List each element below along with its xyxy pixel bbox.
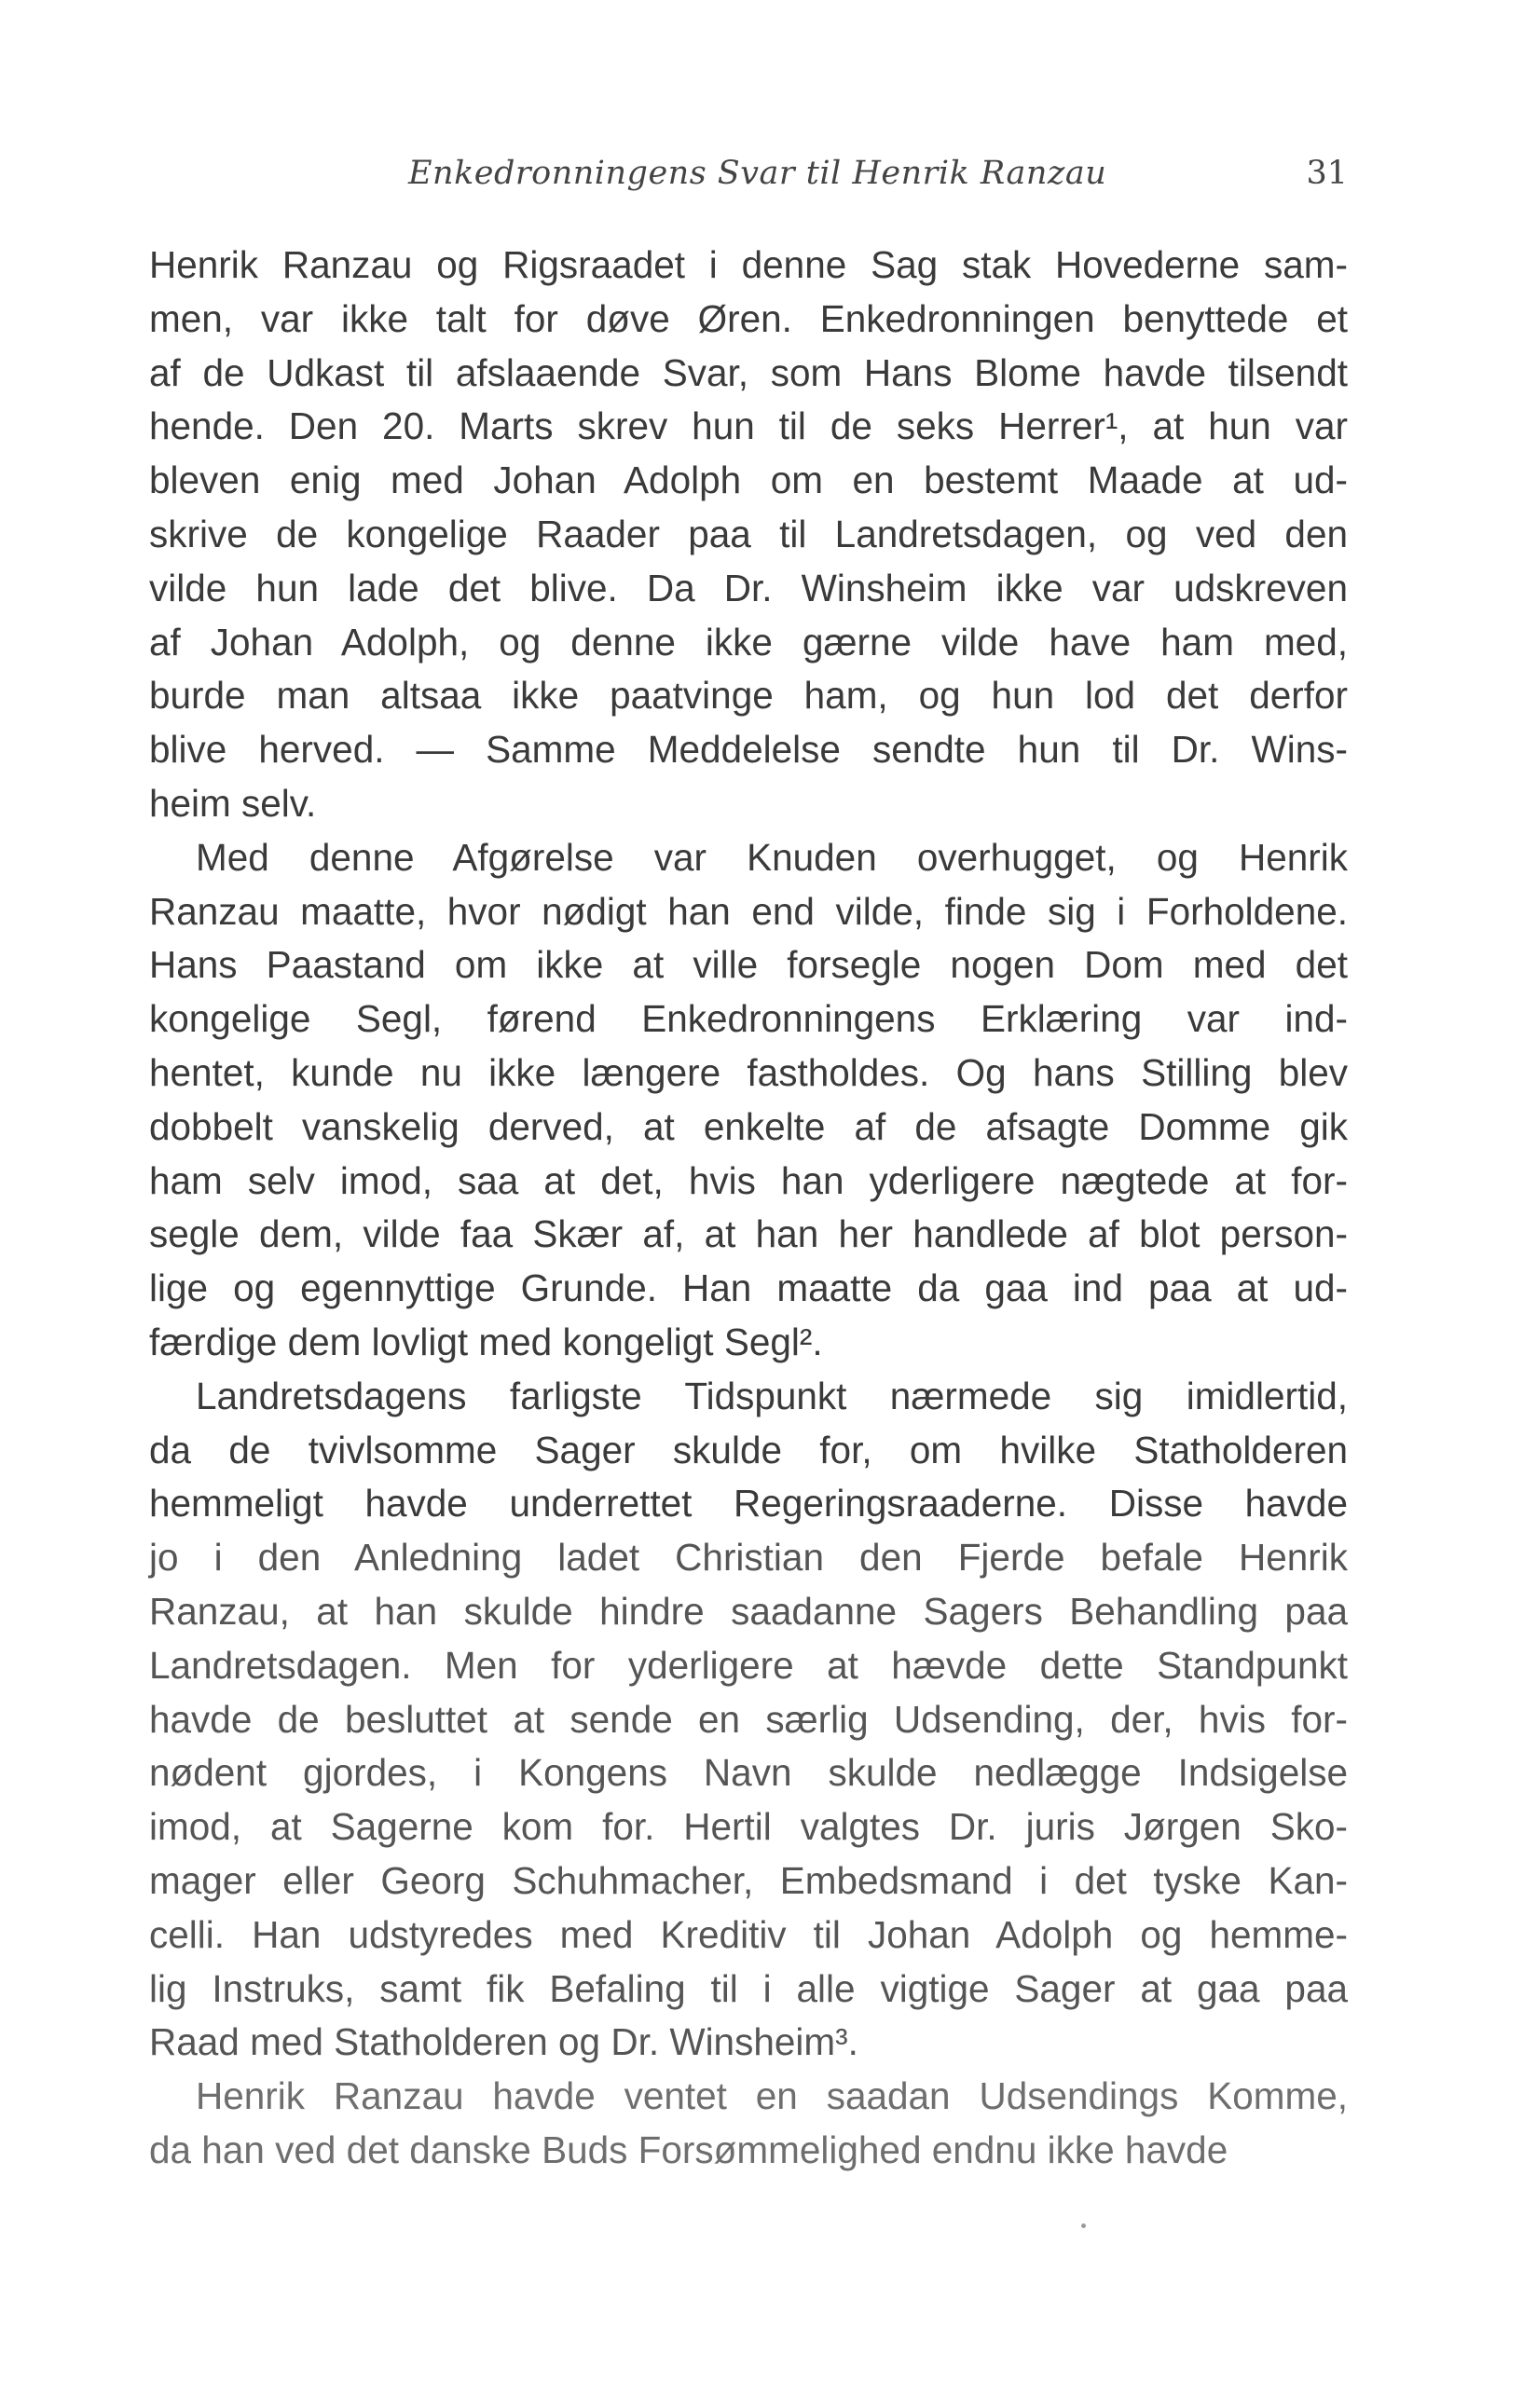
- text-line: Ranzau maatte, hvor nødigt han end vilde, finde sig i Forholdene.: [149, 889, 1348, 933]
- text-line: celli. Han udstyredes med Kreditiv til Johan Adolph og hemme-: [149, 1912, 1348, 1956]
- text-line: Henrik Ranzau havde ventet en saadan Udsendings Komme,: [196, 2074, 1348, 2118]
- text-line: af Johan Adolph, og denne ikke gærne vilde have ham med,: [149, 620, 1348, 664]
- text-line: men, var ikke talt for døve Øren. Enkedronningen benyttede et: [149, 296, 1348, 340]
- text-line: Hans Paastand om ikke at ville forsegle nogen Dom med det: [149, 943, 1348, 987]
- text-line: lig Instruks, samt fik Befaling til i alle vigtige Sager at gaa paa: [149, 1966, 1348, 2010]
- running-title: Enkedronningens Svar til Henrik Ranzau: [408, 155, 1107, 192]
- text-line: da han ved det danske Buds Forsømmelighed endnu ikke havde: [149, 2128, 1228, 2171]
- text-line: af de Udkast til afslaaende Svar, som Hans Blome havde tilsendt: [149, 350, 1348, 394]
- text-line: lige og egennyttige Grunde. Han maatte da gaa ind paa at ud-: [149, 1266, 1348, 1310]
- text-line: Henrik Ranzau og Rigsraadet i denne Sag stak Hovederne sam-: [149, 243, 1348, 286]
- text-line: havde de besluttet at sende en særlig Udsending, der, hvis for-: [149, 1697, 1348, 1741]
- text-line: burde man altsaa ikke paatvinge ham, og hun lod det derfor: [149, 674, 1348, 718]
- text-line: ham selv imod, saa at det, hvis han yderligere nægtede at for-: [149, 1158, 1348, 1202]
- print-speck: [1081, 2223, 1086, 2228]
- text-line: Landretsdagens farligste Tidspunkt nærmede sig imidlertid,: [196, 1374, 1348, 1417]
- text-line: mager eller Georg Schuhmacher, Embedsmand i det tyske Kan-: [149, 1858, 1348, 1902]
- text-line: Med denne Afgørelse var Knuden overhugget, og Henrik: [196, 835, 1348, 879]
- text-line: hende. Den 20. Marts skrev hun til de seks Herrer¹, at hun var: [149, 404, 1348, 448]
- text-line: jo i den Anledning ladet Christian den Fjerde befale Henrik: [149, 1536, 1348, 1580]
- text-line: Ranzau, at han skulde hindre saadanne Sagers Behandling paa: [149, 1589, 1348, 1633]
- text-line: færdige dem lovligt med kongeligt Segl².: [149, 1320, 823, 1363]
- text-line: Landretsdagen. Men for yderligere at hævde dette Standpunkt: [149, 1643, 1348, 1687]
- text-line: imod, at Sagerne kom for. Hertil valgtes Dr. juris Jørgen Sko-: [149, 1805, 1348, 1849]
- text-line: dobbelt vanskelig derved, at enkelte af de afsagte Domme gik: [149, 1104, 1348, 1148]
- body-text: [149, 239, 1348, 2178]
- text-line: blive herved. — Samme Meddelelse sendte hun til Dr. Wins-: [149, 728, 1348, 772]
- running-header: [149, 155, 1348, 211]
- text-line: hentet, kunde nu ikke længere fastholdes. Og hans Stilling blev: [149, 1050, 1348, 1094]
- text-line: nødent gjordes, i Kongens Navn skulde nedlægge Indsigelse: [149, 1751, 1348, 1795]
- text-line: vilde hun lade det blive. Da Dr. Winsheim ikke var udskreven: [149, 566, 1348, 609]
- text-line: hemmeligt havde underrettet Regeringsraaderne. Disse havde: [149, 1482, 1348, 1526]
- text-line: skrive de kongelige Raader paa til Landretsdagen, og ved den: [149, 512, 1348, 555]
- text-line: kongelige Segl, førend Enkedronningens Erklæring var ind-: [149, 997, 1348, 1041]
- page-number: 31: [1306, 155, 1348, 192]
- text-line: bleven enig med Johan Adolph om en bestemt Maade at ud-: [149, 458, 1348, 502]
- text-line: da de tvivlsomme Sager skulde for, om hvilke Statholderen: [149, 1428, 1348, 1471]
- text-line: heim selv.: [149, 781, 317, 825]
- text-line: Raad med Statholderen og Dr. Winsheim³.: [149, 2020, 858, 2064]
- text-line: segle dem, vilde faa Skær af, at han her handlede af blot person-: [149, 1212, 1348, 1256]
